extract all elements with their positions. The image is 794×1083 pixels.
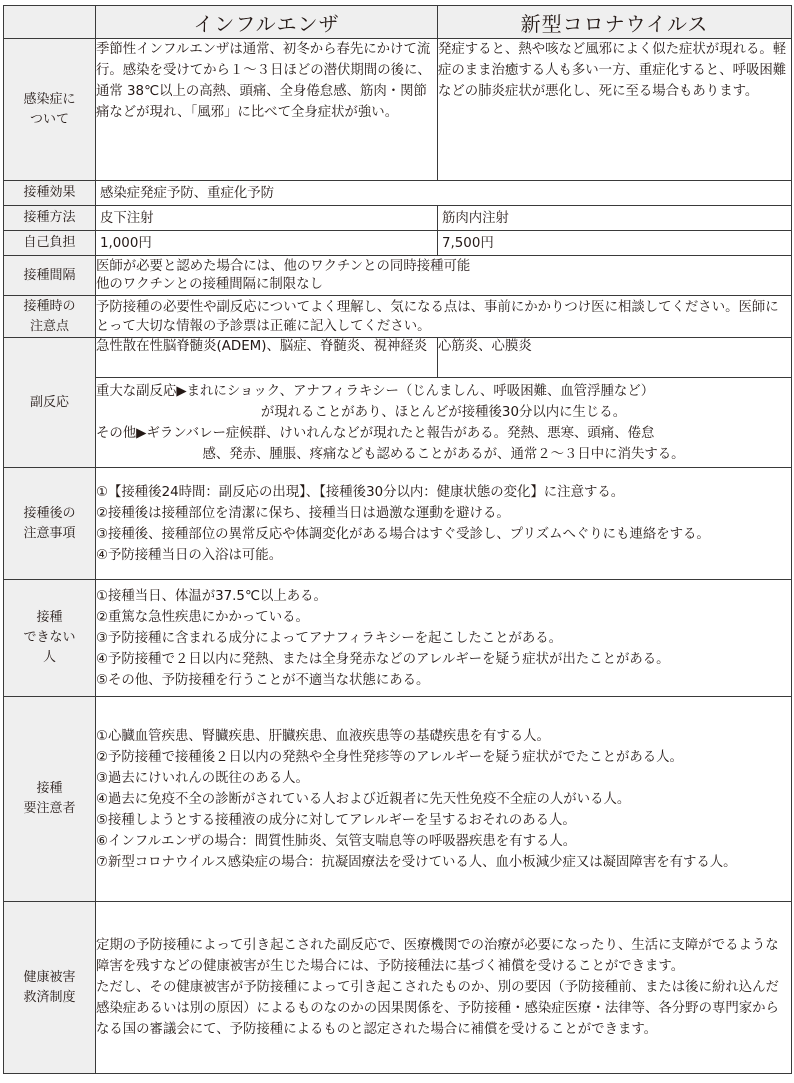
- row-label-precaution: [4, 296, 96, 338]
- header-row: [4, 6, 792, 39]
- after-item: ②接種後は接種部位を清潔に保ち、接種当日は過激な運動を避ける。: [96, 505, 510, 521]
- label-line: できない: [23, 630, 76, 645]
- cannot-item: ①接種当日、体温が37.5℃以上ある。: [96, 588, 327, 604]
- after-item: ③接種後、接種部位の異常反応や体調変化がある場合はすぐ受診し、プリズムへぐりにも連絡をする。: [96, 526, 710, 542]
- row-cannot-vaccinate: [4, 580, 792, 697]
- label-line: ついて: [29, 111, 69, 127]
- interval-line: 医師が必要と認めた場合には、他のワクチンとの同時接種可能: [96, 258, 471, 274]
- cost-covid: 7,500円: [438, 231, 792, 256]
- relief-text: [96, 902, 792, 1074]
- relief-paragraph: 定期の予防接種によって引き起こされた副反応で、医療機関での治療が必要になったり、生活に支障がでるような障害を残すなどの健康被害が生じた場合には、予防接種法に基づく補償を受けることができます。: [96, 938, 779, 974]
- about-covid: 発症すると、熱や咳など風邪によく似た症状が現れる。軽症のまま治癒する人も多い一方、重症化すると、呼吸困難などの肺炎症状が悪化し、死に至る場合もあります。: [438, 39, 792, 181]
- vaccine-comparison-table: [3, 5, 792, 1074]
- row-label-after: [4, 468, 96, 580]
- cannot-item: ④予防接種で２日以内に発熱、または全身発赤などのアレルギーを疑う症状が出たことがある。: [96, 651, 670, 667]
- row-relief-system: [4, 902, 792, 1074]
- row-side-effects-specific: [4, 338, 792, 378]
- relief-paragraph: ただし、その健康被害が予防接種によって引き起こされたものか、別の要因（予防接種前、または後に紛れ込んだ感染症あるいは別の原因）によるものなのかの因果関係を、予防接種・感染症医療・法律等、各分野の専門家からなる国の審議会にて、予防接種によるものと認定された場合に補償を受けることができます。: [96, 980, 779, 1037]
- caution-item: ④過去に免疫不全の診断がされている人および近親者に先天性免疫不全症の人がいる人。: [96, 791, 631, 807]
- row-label-relief: [4, 902, 96, 1074]
- label-line: 接種: [36, 781, 63, 796]
- label-line: 注意事項: [23, 525, 76, 541]
- precaution-value: 予防接種の必要性や副反応についてよく理解し、気になる点は、事前にかかりつけ医に相談してください。医師にとって大切な情報の予診票は正確に記入してください。: [96, 296, 792, 338]
- row-label-cost: 自己負担: [4, 231, 96, 256]
- label-line: 要注意者: [23, 801, 76, 816]
- serious-side-effect-line: 重大な副反応▶まれにショック、アナフィラキシー（じんましん、呼吸困難、血管浮腫など）: [96, 383, 655, 399]
- header-corner-cell: [4, 6, 96, 39]
- row-side-effects-common: [4, 378, 792, 468]
- row-precaution: [4, 296, 792, 338]
- header-covid: 新型コロナウイルス: [438, 6, 792, 39]
- cost-influenza: 1,000円: [96, 231, 438, 256]
- header-influenza: インフルエンザ: [96, 6, 438, 39]
- label-line: 接種時の: [23, 298, 76, 314]
- row-method: [4, 206, 792, 231]
- row-label-side-effects: 副反応: [4, 338, 96, 468]
- other-side-effect-line: その他▶ギランバレー症候群、けいれんなどが現れたと報告がある。発熱、悪寒、頭痛、倦怠: [96, 425, 655, 441]
- caution-items: [96, 697, 792, 902]
- caution-item: ③過去にけいれんの既往のある人。: [96, 770, 309, 786]
- cannot-items: [96, 580, 792, 697]
- serious-side-effect-line: が現れることがあり、ほとんどが接種後30分以内に生じる。: [260, 404, 627, 420]
- row-label-method: 接種方法: [4, 206, 96, 231]
- row-label-cannot: [4, 580, 96, 697]
- after-items: [96, 468, 792, 580]
- after-item: ④予防接種当日の入浴は可能。: [96, 547, 283, 563]
- about-influenza: 季節性インフルエンザは通常、初冬から春先にかけて流行。感染を受けてから１～３日ほどの潜伏期間の後に、通常 38℃以上の高熱、頭痛、全身倦怠感、筋肉・関節痛などが現れ、「風邪」に比べて全身症状が強い。: [96, 39, 438, 181]
- row-cost: [4, 231, 792, 256]
- row-interval: [4, 256, 792, 296]
- row-about-disease: [4, 39, 792, 181]
- cannot-item: ⑤その他、予防接種を行うことが不適当な状態にある。: [96, 672, 430, 688]
- caution-item: ⑥インフルエンザの場合：間質性肺炎、気管支喘息等の呼吸器疾患を有する人。: [96, 833, 577, 849]
- label-line: 感染症に: [23, 91, 76, 107]
- interval-line: 他のワクチンとの接種間隔に制限なし: [96, 276, 323, 292]
- caution-item: ①心臓血管疾患、腎臓疾患、肝臓疾患、血液疾患等の基礎疾患を有する人。: [96, 728, 550, 744]
- row-label-interval: 接種間隔: [4, 256, 96, 296]
- cannot-item: ②重篤な急性疾患にかかっている。: [96, 609, 309, 625]
- side-effects-covid: 心筋炎、心膜炎: [438, 338, 792, 378]
- label-line: 人: [42, 650, 56, 665]
- effect-value: 感染症発症予防、重症化予防: [96, 181, 792, 206]
- caution-item: ②予防接種で接種後２日以内の発熱や全身性発疹等のアレルギーを疑う症状がでたことがある人。: [96, 749, 683, 765]
- label-line: 接種: [36, 610, 63, 625]
- side-effects-influenza: 急性散在性脳脊髄炎(ADEM)、脳症、脊髄炎、視神経炎: [96, 338, 438, 378]
- row-after-vaccination: [4, 468, 792, 580]
- after-item: ①【接種後24時間：副反応の出現】、【接種後30分以内：健康状態の変化】に注意する。: [96, 484, 625, 500]
- side-effects-common: [96, 378, 792, 468]
- label-line: 注意点: [29, 318, 69, 334]
- row-caution-required: [4, 697, 792, 902]
- method-influenza: 皮下注射: [96, 206, 438, 231]
- interval-value: [96, 256, 792, 296]
- row-label-caution: [4, 697, 96, 902]
- caution-item: ⑤接種しようとする接種液の成分に対してアレルギーを呈するおそれのある人。: [96, 812, 576, 828]
- method-covid: 筋肉内注射: [438, 206, 792, 231]
- cannot-item: ③予防接種に含まれる成分によってアナフィラキシーを起こしたことがある。: [96, 630, 563, 646]
- row-label-effect: 接種効果: [4, 181, 96, 206]
- label-line: 接種後の: [23, 505, 76, 521]
- other-side-effect-line: 感、発赤、腫脹、疼痛なども認めることがあるが、通常２～３日中に消失する。: [202, 446, 685, 462]
- label-line: 救済制度: [23, 989, 76, 1005]
- row-effect: [4, 181, 792, 206]
- label-line: 健康被害: [23, 969, 76, 985]
- caution-item: ⑦新型コロナウイルス感染症の場合：抗凝固療法を受けている人、血小板減少症又は凝固障害を有する人。: [96, 854, 737, 870]
- row-label-about: [4, 39, 96, 181]
